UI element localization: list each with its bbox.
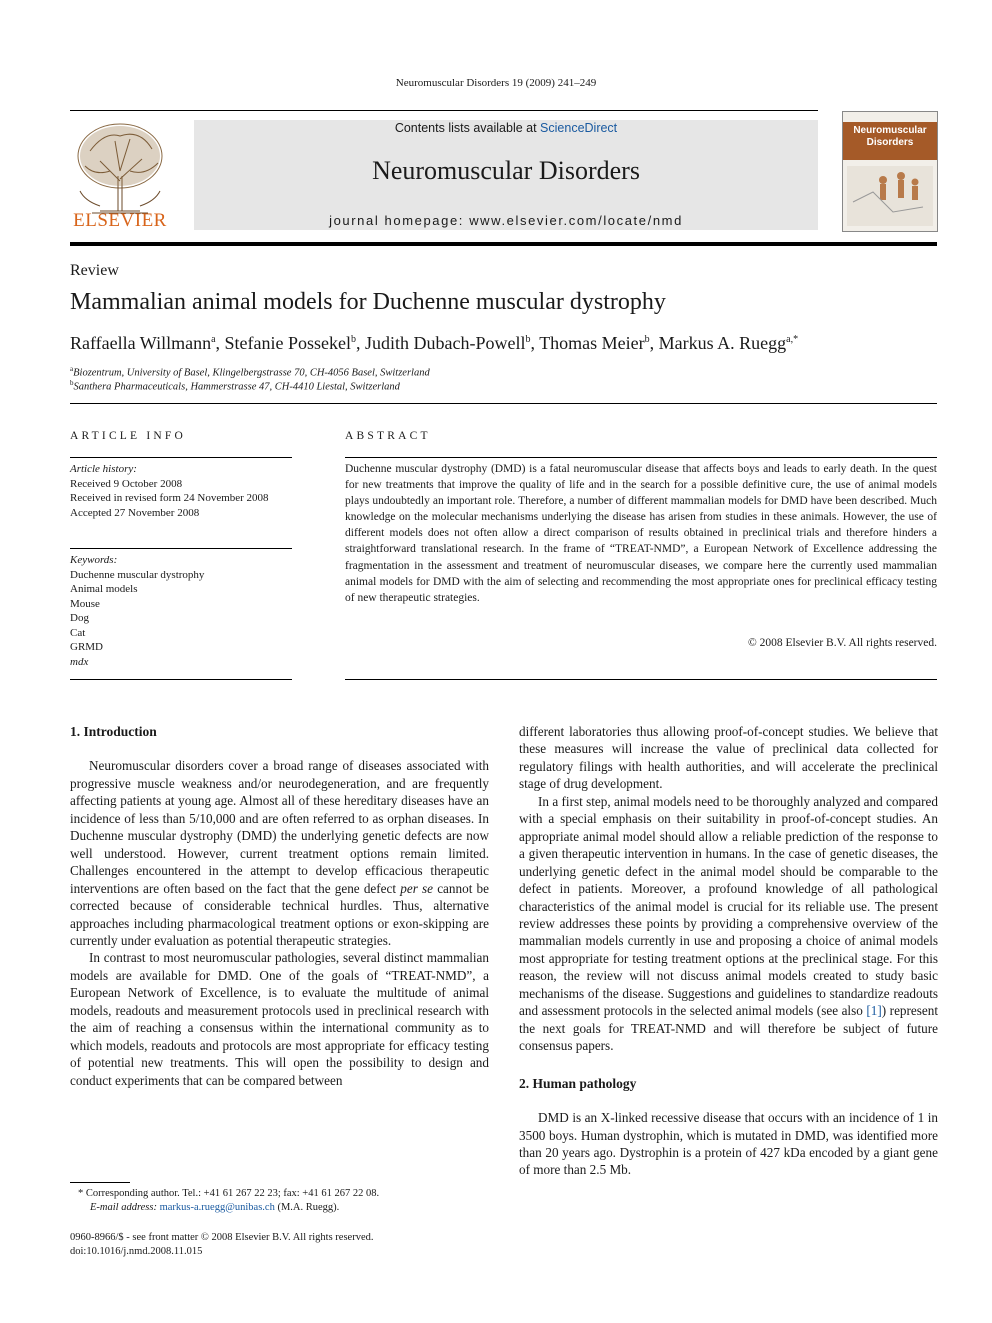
elsevier-wordmark: ELSEVIER [73,210,167,231]
keyword: Duchenne muscular dystrophy [70,568,205,581]
paragraph: DMD is an X-linked recessive disease that occurs with an incidence of 1 in 3500 boys. Human dystrophin, which is mutated in DMD, was identified more than 20 years ago. Dystrophin is a protein of 427 kDa encoded by a giant gene of more than 2.5 Mb. [519,1110,938,1178]
paragraph-text: In a first step, animal models need to be thoroughly analyzed and compared with a special emphasis on their suitability in proof-of-concept studies. An appropriate animal model should allow a reliable prediction of the response to a given therapeutic intervention in humans. In the case of genetic diseases, the underlying genetic defect in the animal model should be comparable to the defect in patients. Moreover, a profound knowledge of all pathological characteristics of the animal model is crucial for its reliable use. The present review addresses these points by providing a comprehensive overview of the mammalian models currently in use and proposing a choice of animal models most appropriate for testing treatment options at the preclinical stage. For this reason, the review will not discuss animal models created to study basic mechanisms of the disease. Suggestions and guidelines to standardize readouts and assessment protocols in the selected animal models (see also [519,793,938,1019]
abstract-text: Duchenne muscular dystrophy (DMD) is a fatal neuromuscular disease that affects boys and leads to early death. In the quest for new treatments that improve the quality of life and in the search for a possible definitive cure, the use of animal models plays undoubtedly an important role. Therefore, a number of different mammalian models for DMD have been described. Much knowledge on the molecular mechanisms underlying the disease has arisen from studies in these animals. However, the use of different models does not often allow a direct comparison of results obtained in preclinical trials and therefore hinders a straightforward translational research. In the frame of “TREAT-NMD”, a European Network of Excellence addressing the fragmentation in the assessment and treatment of neuromuscular diseases, we compare here the currently used mammalian animal models for DMD with the aim of selecting and recommending the most appropriate ones for preclinical efficacy testing of new therapeutic strategies. [345,463,937,604]
affiliation-rule [70,403,937,404]
affiliation-sup: b [70,379,74,387]
body-column-right [519,723,938,1179]
sciencedirect-link[interactable]: ScienceDirect [540,121,618,135]
author-affil-sup: a,* [786,334,799,345]
author-affil-sup: b [525,334,531,345]
elsevier-logo[interactable] [70,121,170,231]
corresponding-text: Corresponding author. Tel.: +41 61 267 22 23; fax: +41 61 267 22 08. [85,1188,380,1199]
reference-link[interactable]: [1] [866,1003,882,1019]
keyword: Mouse [70,597,100,610]
paragraph: different laboratories thus allowing proof-of-concept studies. We believe that these measures will increase the value of preclinical data collected for regulatory filings with health authorities, and will accelerate the preclinical stage of drug development. [519,724,938,792]
contents-prefix: Contents lists available at [394,121,541,135]
author-name[interactable]: Raffaella Willmann [70,333,212,353]
email-label: E-mail address: [90,1202,157,1213]
author-affil-sup: b [351,334,357,345]
keywords-block [70,553,300,669]
author-affil-sup: b [644,334,650,345]
keyword: mdx [70,655,89,668]
keyword: Dog [70,612,89,624]
journal-cover[interactable] [842,111,938,232]
section-title-introduction: 1. Introduction [70,724,157,739]
paragraph-text: Neuromuscular disorders cover a broad range of diseases associated with progressive muscle weakness and/or neurodegeneration, and are frequently affecting patients at young age. Almost all of these hereditary diseases have an incidence of less than 5/10,000 and are often referred to as orphan diseases. In Duchenne muscular dystrophy (DMD) the underlying genetic defects are now well understood. However, current treatment options remain limited. Challenges encountered in the attempt to develop efficacious therapeutic interventions are often based on the fact that the gene defect [70,758,489,896]
affiliation [70,379,400,393]
history-revised: Received in revised form 24 November 2008 [70,492,269,504]
paragraph-italic: per se [400,880,434,896]
footnote-rule [70,1182,130,1183]
email-suffix: (M.A. Ruegg). [277,1202,340,1213]
author-affil-sup: a [211,334,216,345]
affiliation [70,365,430,379]
cover-title-line1: Neuromuscular [853,125,927,136]
affiliation-sup: a [70,365,74,373]
affiliation-text: Biozentrum, University of Basel, Klingelbergstrasse 70, CH-4056 Basel, Switzerland [73,367,430,379]
paragraph [70,757,489,949]
author-name[interactable]: Thomas Meier [539,333,645,353]
author-name[interactable]: Stefanie Possekel [224,333,352,353]
cover-title-line2: Disorders [866,137,914,148]
article-info-bottom-rule [70,679,292,680]
abstract-copyright: © 2008 Elsevier B.V. All rights reserved. [748,637,937,649]
email-link[interactable]: markus-a.ruegg@unibas.ch [159,1202,275,1213]
paragraph [519,793,938,1055]
affiliation-text: Santhera Pharmaceuticals, Hammerstrasse 47, CH-4410 Liestal, Switzerland [73,381,400,393]
author-list: Raffaella Willmann$^a$, Stefanie Possekel$^b$, Judith Dubach-Powell$^b$, Thomas Meier$^b$, Markus A. Ruegg$^{a,*}$ [70,333,799,353]
history-received: Received 9 October 2008 [70,477,183,490]
paragraph: In contrast to most neuromuscular pathologies, several distinct mammalian models are available for DMD. One of the goals of “TREAT-NMD”, a European Network of Excellence, is to evaluate the multitude of animal models, readouts and measurement protocols used in preclinical research with the aim of reaching a consensus within the international community as to which models, readouts and protocols are most appropriate for efficacy testing of potential new treatments. This will open the possibility to design and conduct experiments that can be compared between [70,950,489,1088]
paragraph-text: ) represent the next goals for TREAT-NMD and will therefore be subject of future consensus papers. [519,1003,939,1054]
article-info-rule [70,457,292,458]
keywords-label: Keywords: [70,554,118,566]
abstract-heading: ABSTRACT [345,430,431,442]
contents-line [194,121,818,135]
abstract-rule [345,457,937,458]
history-label: Article history: [70,463,137,475]
issn-footer [70,1231,490,1259]
keyword: Cat [70,626,86,639]
corresponding-footnote: * Corresponding author. Tel.: +41 61 267 22 23; fax: +41 61 267 22 08. E-mail address: markus-a.ruegg@unibas.ch (M.A. Ruegg). [78,1188,380,1213]
doi-text[interactable]: doi:10.1016/j.nmd.2008.11.015 [70,1246,203,1257]
author-name[interactable]: Markus A. Ruegg [658,333,787,353]
keyword: GRMD [70,641,104,653]
article-info-heading: ARTICLE INFO [70,430,186,442]
cover-figures-icon [843,162,937,230]
keyword: Animal models [70,583,138,595]
paragraph-text: cannot be corrected because of considerable technical hurdles. Thus, alternative approaches including pharmacological treatment options or exon-skipping are currently under evaluation as potential therapeutic strategies. [70,880,489,948]
header-top-rule [70,110,818,111]
section-title-human-pathology: 2. Human pathology [519,1075,637,1091]
article-title: Mammalian animal models for Duchenne muscular dystrophy [70,289,666,315]
header-bottom-rule [70,242,937,246]
journal-name: Neuromuscular Disorders [372,156,640,185]
article-history [70,462,300,520]
journal-reference: Neuromuscular Disorders 19 (2009) 241–249 [395,77,597,89]
cover-title [843,122,937,160]
keywords-rule [70,548,292,549]
journal-homepage[interactable]: journal homepage: www.elsevier.com/locate/nmd [329,213,683,228]
issn-text: 0960-8966/$ - see front matter © 2008 Elsevier B.V. All rights reserved. [70,1232,374,1243]
author-name[interactable]: Judith Dubach-Powell [365,333,526,353]
abstract-bottom-rule [345,679,937,680]
body-column-left [70,723,489,1089]
article-type: Review [70,262,119,279]
history-accepted: Accepted 27 November 2008 [70,506,200,519]
